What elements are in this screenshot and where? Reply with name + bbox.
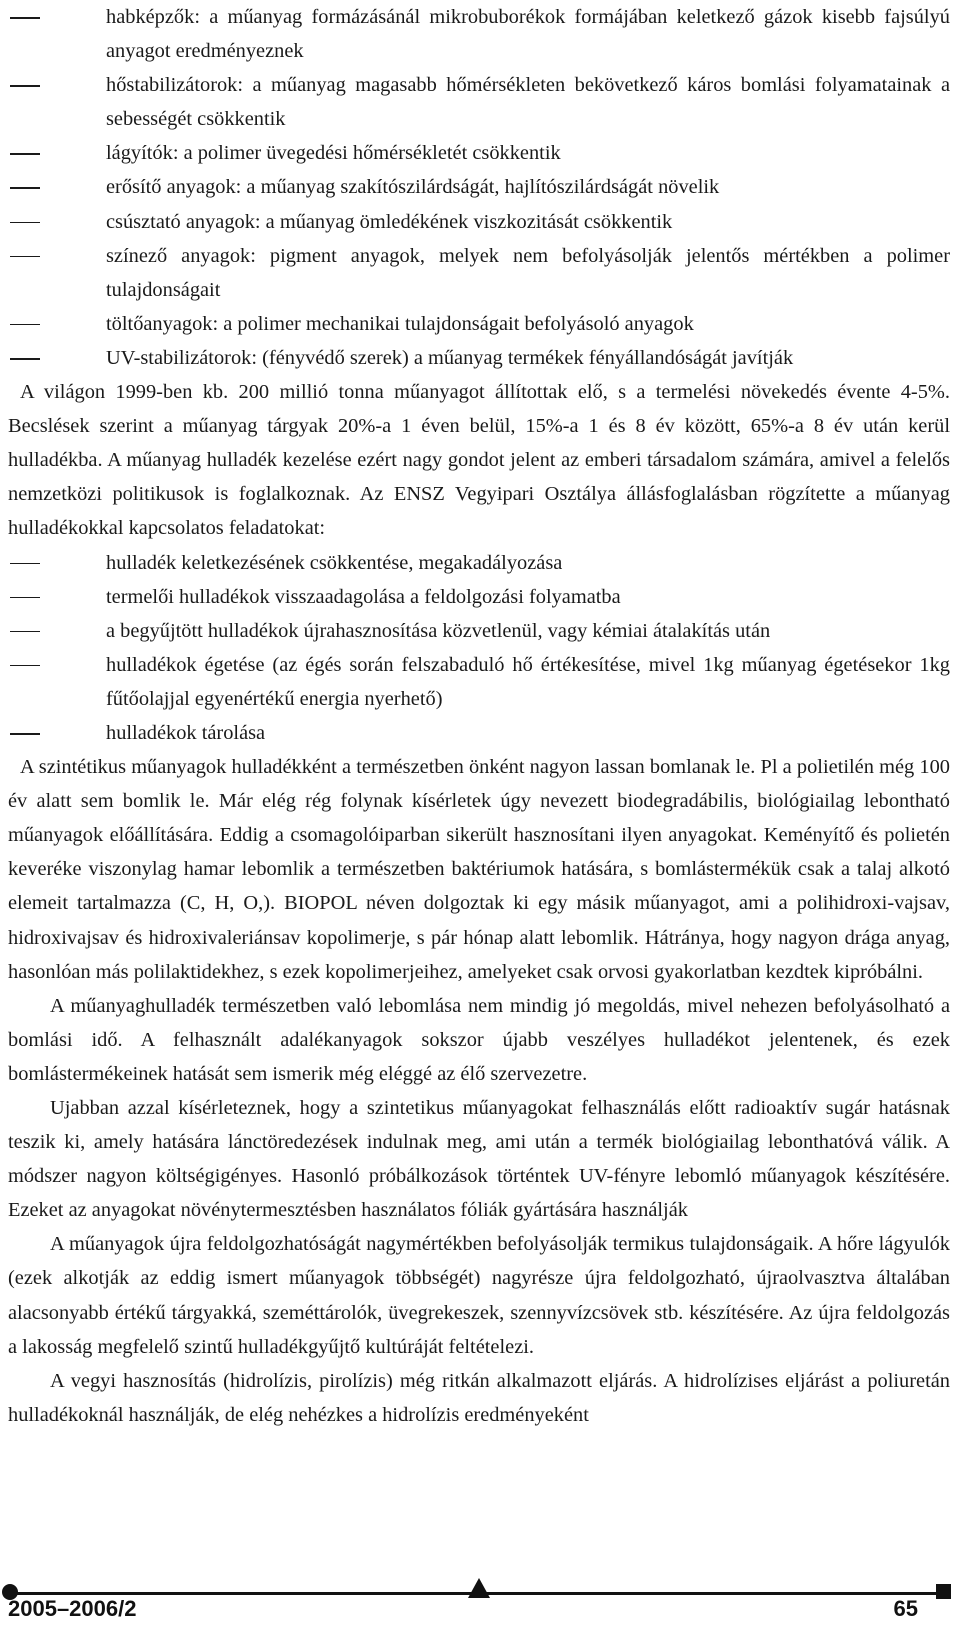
paragraph-recycling: A műanyagok újra feldolgozhatóságát nagymértékben befolyásolják termikus tulajdonságaik. A hőre lágyulók (ezek alkotják az eddig ismert műanyagok többségét) nagyrésze újra feldolgozható, újraolvasztva általában alacsonyabb értékű tárgyakká, szeméttárolók, üvegrekeszek, szennyvízcsövek stb. készítésére. Az újra feldolgozás a lakosság megfelelő szintű hulladékgyűjtő kultúráját feltételezi. xyxy=(8,1233,950,1358)
dash-bullet xyxy=(10,324,40,326)
list-item: hőstabilizátorok: a műanyag magasabb hőmérsékleten bekövetkező káros bomlási folyamatainak a sebességét csökkentik xyxy=(8,68,950,136)
dash-bullet xyxy=(10,256,40,258)
paragraph-decomposition: A műanyaghulladék természetben való lebomlása nem mindig jó megoldás, mivel nehezen befolyásolható a bomlási idő. A felhasznált adalékanyagok sokszor újabb veszélyes hulladékot jelentenek, és ezek bomlástermékeinek hatását sem ismerik még eléggé az élő szervezetre. xyxy=(8,994,950,1085)
list-item: habképzők: a műanyag formázásánál mikrobuborékok formájában keletkező gázok kisebb fajsúlyú anyagot eredményeznek xyxy=(8,0,950,68)
list-item: hulladékok tárolása xyxy=(8,716,950,750)
list-item: hulladék keletkezésének csökkentése, megakadályozása xyxy=(8,546,950,580)
triangle-icon xyxy=(468,1578,490,1598)
dash-bullet xyxy=(10,358,40,360)
page-footer xyxy=(0,1562,960,1625)
list-item: erősítő anyagok: a műanyag szakítószilárdságát, hajlítószilárdságát növelik xyxy=(8,170,950,204)
dash-bullet xyxy=(10,153,40,155)
dash-bullet xyxy=(10,597,40,599)
list-item: töltőanyagok: a polimer mechanikai tulajdonságait befolyásoló anyagok xyxy=(8,307,950,341)
document-page xyxy=(8,0,950,1432)
dash-bullet xyxy=(10,733,40,735)
list-item: színező anyagok: pigment anyagok, melyek nem befolyásolják jelentős mértékben a polimer tulajdonságait xyxy=(8,239,950,307)
dash-bullet xyxy=(10,631,40,633)
dash-bullet xyxy=(10,85,40,87)
page-number: 65 xyxy=(893,1596,918,1621)
paragraph-waste-statistics: A világon 1999-ben kb. 200 millió tonna műanyagot állítottak elő, s a termelési növekedés évente 4-5%. Becslések szerint a műanyag tárgyak 20%-a 1 éven belül, 15%-a 1 és 8 év között, 65%-a 8 év után kerül hulladékba. A műanyag hulladék kezelése ezért nagy gondot jelent az emberi társadalom számára, amivel a felelős nemzetközi politikusok is foglalkoznak. Az ENSZ Vegyipari Osztálya állásfoglalásban rögzítette a műanyag hulladékokkal kapcsolatos feladatokat: xyxy=(8,381,950,540)
paragraph-radiation: Ujabban azzal kísérleteznek, hogy a szintetikus műanyagokat felhasználás előtt radioaktív sugár hatásnak teszik ki, amely hatására lánctöredezések indulnak meg, ami után a termék biológiailag lebonthatóvá válik. A módszer nagyon költségigényes. Hasonló próbálkozások történtek UV-fényre lebomló műanyagok készítésére. Ezeket az anyagokat növénytermesztésben használatos fóliák gyártására használják xyxy=(8,1097,950,1222)
un-tasks-list xyxy=(8,546,950,751)
paragraph-biodegradation: A szintétikus műanyagok hulladékként a természetben önként nagyon lassan bomlanak le. Pl a polietilén még 100 év alatt sem bomlik le. Már elég rég folynak kísérletek úgy nevezett biodegradábilis, biológiailag lebontható műanyagok előállítására. Eddig a csomagolóiparban sikerült hasznosítani ilyen anyagokat. Keményítő és polietén keveréke viszonylag hamar lebomlik a természetben baktériumok hatására, s bomlástermékük csak a talaj alkotó elemeit tartalmazza (C, H, O,). BIOPOL néven dolgoztak ki egy másik műanyagot, ami a polihidroxi-vajsav, hidroxivajsav és hidroxivaleriánsav kopolimerje, s pár hónap alatt lebomlik. Hátránya, hogy nagyon drága anyag, hasonlóan más polilaktidekhez, s ezek kopolimerjeihez, amelyeket csak orvosi gyakorlatban kezdtek kipróbálni. xyxy=(8,756,950,983)
dash-bullet xyxy=(10,187,40,189)
list-item: a begyűjtött hulladékok újrahasznosítása közvetlenül, vagy kémiai átalakítás után xyxy=(8,614,950,648)
list-item: hulladékok égetése (az égés során felszabaduló hő értékesítése, mivel 1kg műanyag égetésekor 1kg fűtőolajjal egyenértékű energia nyerhető) xyxy=(8,648,950,716)
list-item: lágyítók: a polimer üvegedési hőmérsékletét csökkentik xyxy=(8,136,950,170)
list-item: UV-stabilizátorok: (fényvédő szerek) a műanyag termékek fényállandóságát javítják xyxy=(8,341,950,375)
dash-bullet xyxy=(10,17,40,19)
dash-bullet xyxy=(10,222,40,224)
additives-list xyxy=(8,0,950,375)
dash-bullet xyxy=(10,563,40,565)
dash-bullet xyxy=(10,665,40,667)
paragraph-chemical-recovery: A vegyi hasznosítás (hidrolízis, pirolízis) még ritkán alkalmazott eljárás. A hidrolízises eljárást a poliuretán hulladékoknál használják, de elég nehézkes a hidrolízis eredményeként xyxy=(8,1369,950,1426)
list-item: termelői hulladékok visszaadagolása a feldolgozási folyamatba xyxy=(8,580,950,614)
square-icon xyxy=(936,1584,951,1599)
list-item: csúsztató anyagok: a műanyag ömledékének viszkozitását csökkentik xyxy=(8,205,950,239)
issue-label: 2005–2006/2 xyxy=(8,1596,137,1621)
